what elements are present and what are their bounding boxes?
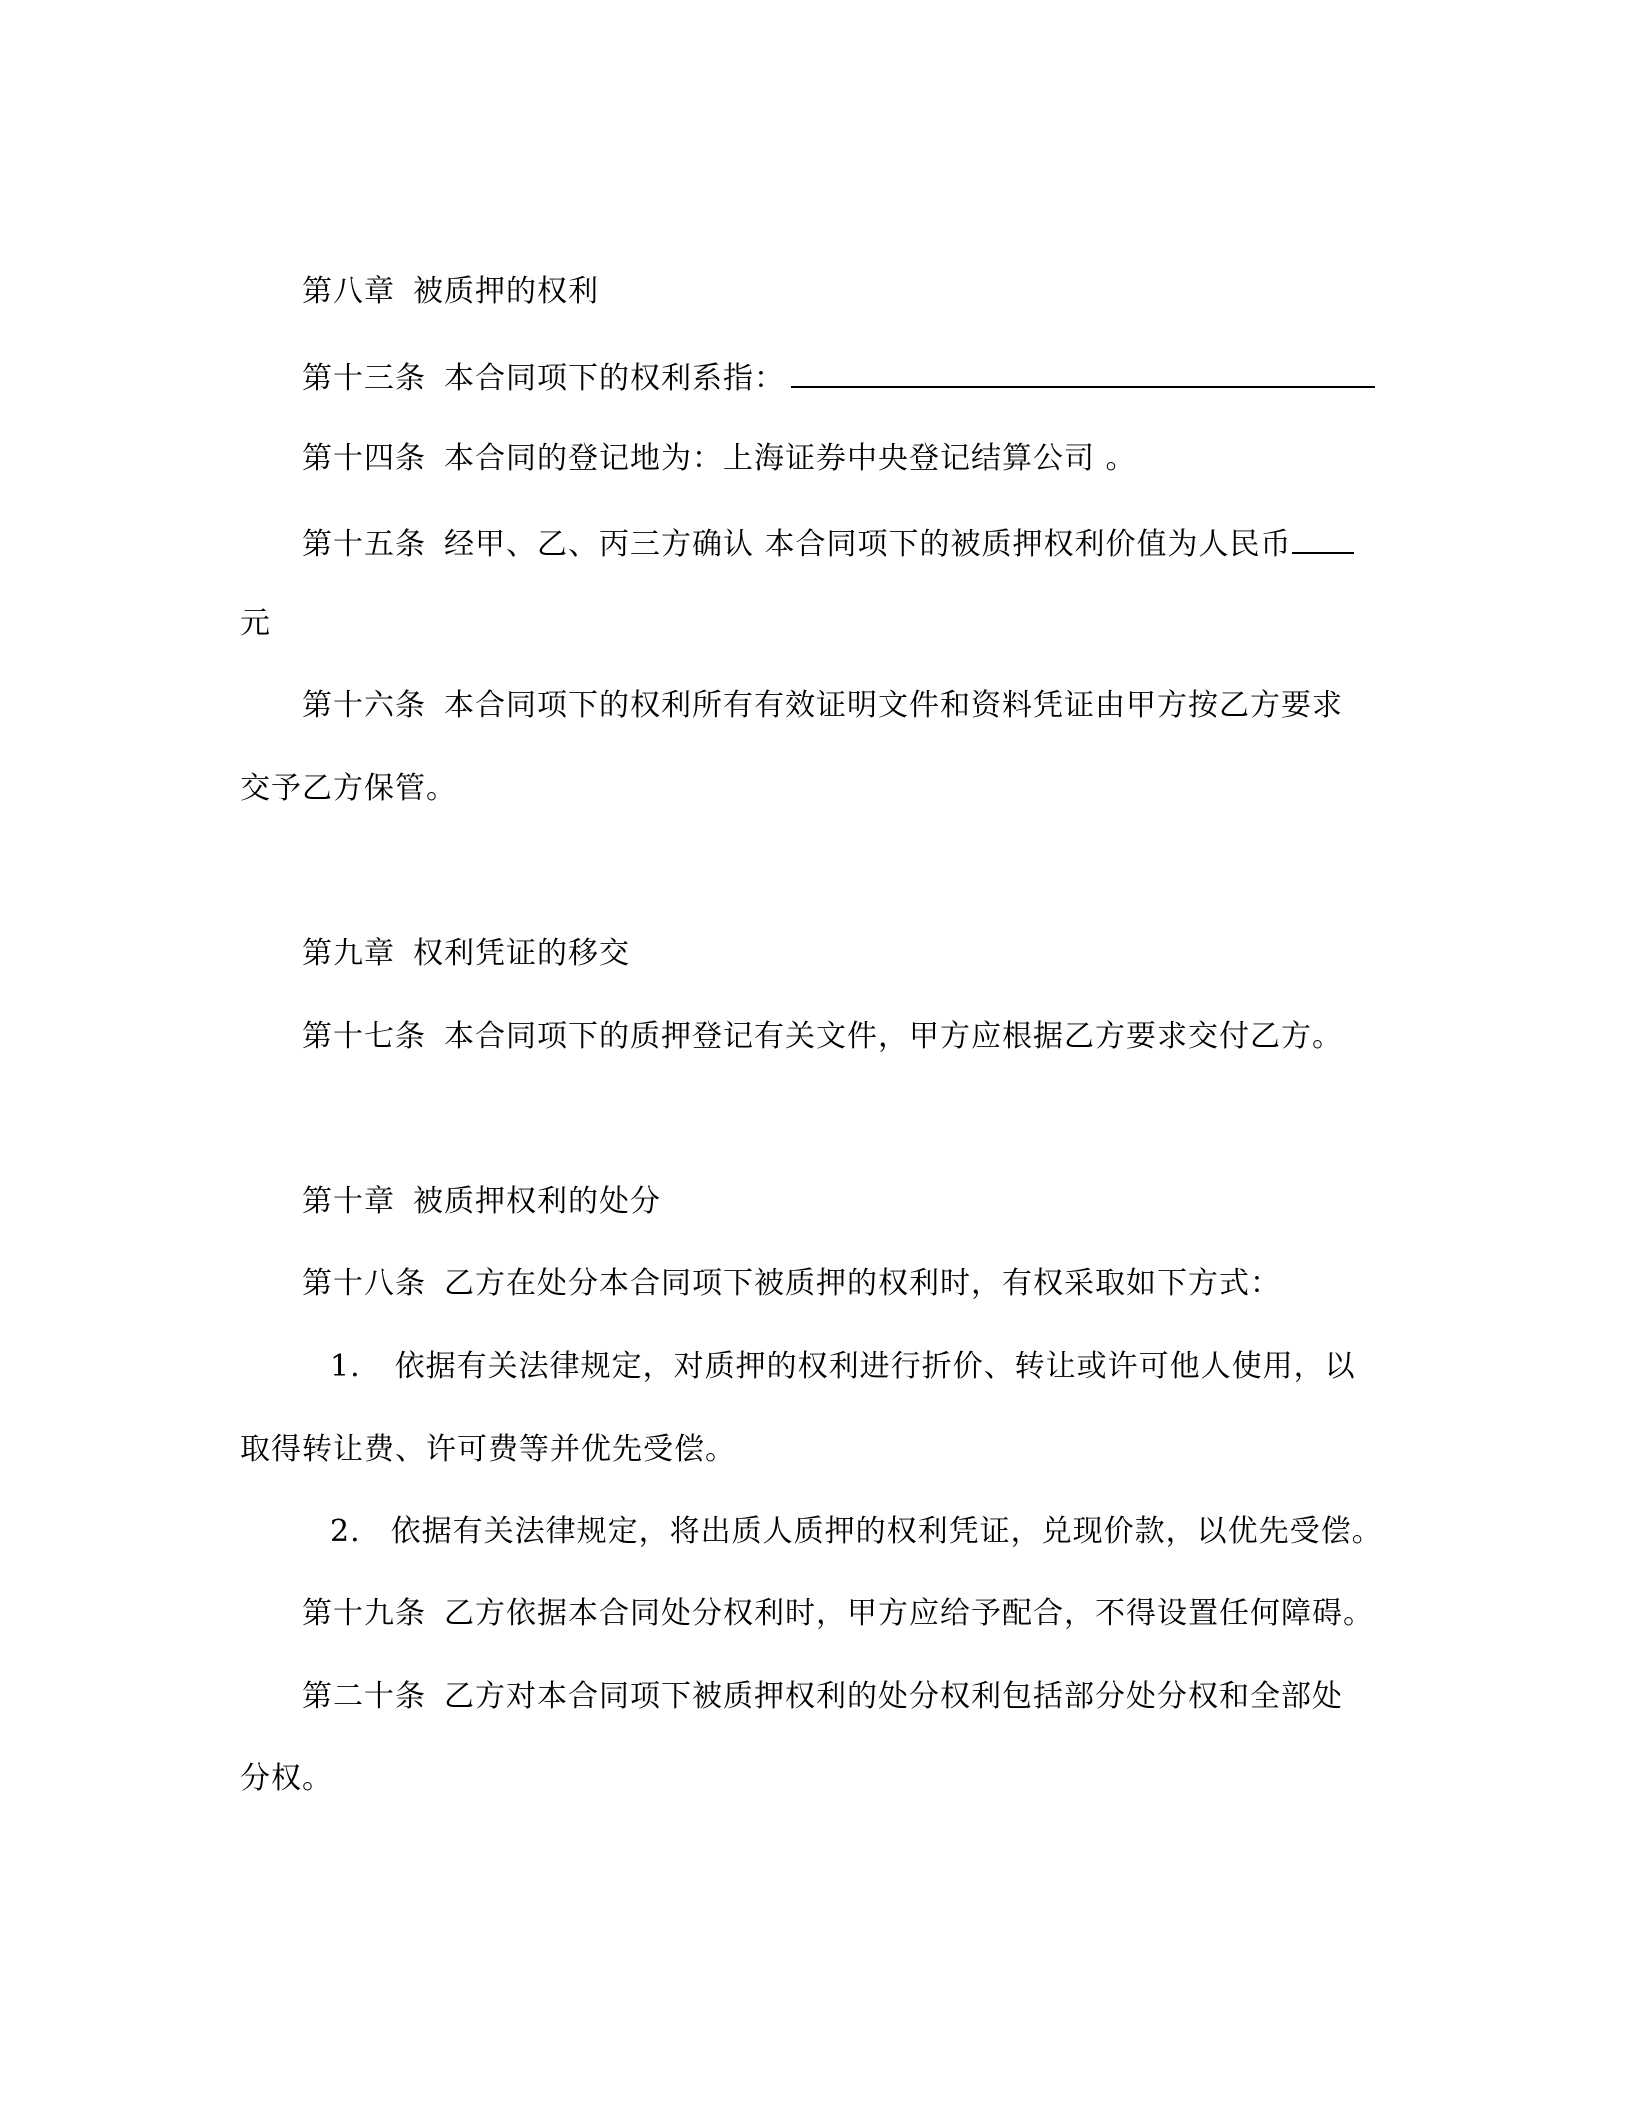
article-text: 经甲、乙、丙三方确认 本合同项下的被质押权利价值为人民币: [444, 527, 1292, 562]
article-text: 本合同项下的权利所有有效证明文件和资料凭证由甲方按乙方要求: [444, 688, 1343, 723]
article-number: 第十三条: [302, 361, 426, 396]
article-18-item-2: [330, 1512, 1383, 1552]
fill-in-blank: [1292, 522, 1354, 554]
article-19: [302, 1594, 1374, 1634]
article-number: 第十九条: [302, 1596, 426, 1631]
article-20: [302, 1677, 1343, 1717]
list-item-text: 依据有关法律规定，对质押的权利进行折价、转让或许可他人使用，以: [394, 1349, 1356, 1384]
article-number: 第十六条: [302, 688, 426, 723]
chapter-9-heading: [302, 934, 630, 974]
chapter-title: 权利凭证的移交: [413, 936, 630, 971]
chapter-number: 第九章: [302, 936, 395, 971]
list-marker: 2.: [330, 1514, 361, 1549]
article-15-continuation: 元: [240, 606, 271, 641]
article-18: [302, 1264, 1281, 1304]
article-number: 第十五条: [302, 527, 426, 562]
article-17: [302, 1017, 1343, 1057]
article-18-item-1: [330, 1347, 1356, 1387]
chapter-8-heading: [302, 272, 599, 312]
chapter-title: 被质押权利的处分: [413, 1184, 661, 1219]
article-text: 本合同项下的权利系指：: [444, 361, 785, 396]
article-14: [302, 439, 1137, 479]
chapter-10-heading: [302, 1182, 661, 1222]
list-item-text: 依据有关法律规定，将出质人质押的权利凭证，兑现价款，以优先受偿。: [390, 1514, 1383, 1549]
list-marker: 1.: [330, 1349, 361, 1384]
article-text: 乙方对本合同项下被质押权利的处分权利包括部分处分权和全部处: [444, 1679, 1343, 1714]
fill-in-blank: [791, 356, 1375, 388]
article-text: 乙方依据本合同处分权利时，甲方应给予配合，不得设置任何障碍。: [444, 1596, 1374, 1631]
chapter-number: 第十章: [302, 1184, 395, 1219]
article-13: [302, 356, 1375, 399]
article-text: 本合同的登记地为：上海证券中央登记结算公司 。: [444, 441, 1137, 476]
chapter-title: 被质押的权利: [413, 274, 599, 309]
article-20-continuation: 分权。: [240, 1761, 333, 1796]
article-text: 乙方在处分本合同项下被质押的权利时，有权采取如下方式：: [444, 1266, 1281, 1301]
article-number: 第二十条: [302, 1679, 426, 1714]
article-text: 本合同项下的质押登记有关文件，甲方应根据乙方要求交付乙方。: [444, 1019, 1343, 1054]
article-16: [302, 686, 1343, 726]
article-number: 第十四条: [302, 441, 426, 476]
article-number: 第十八条: [302, 1266, 426, 1301]
article-18-item-1-continuation: 取得转让费、许可费等并优先受偿。: [240, 1432, 736, 1467]
article-16-continuation: 交予乙方保管。: [240, 771, 457, 806]
chapter-number: 第八章: [302, 274, 395, 309]
article-number: 第十七条: [302, 1019, 426, 1054]
article-15: [302, 522, 1354, 565]
